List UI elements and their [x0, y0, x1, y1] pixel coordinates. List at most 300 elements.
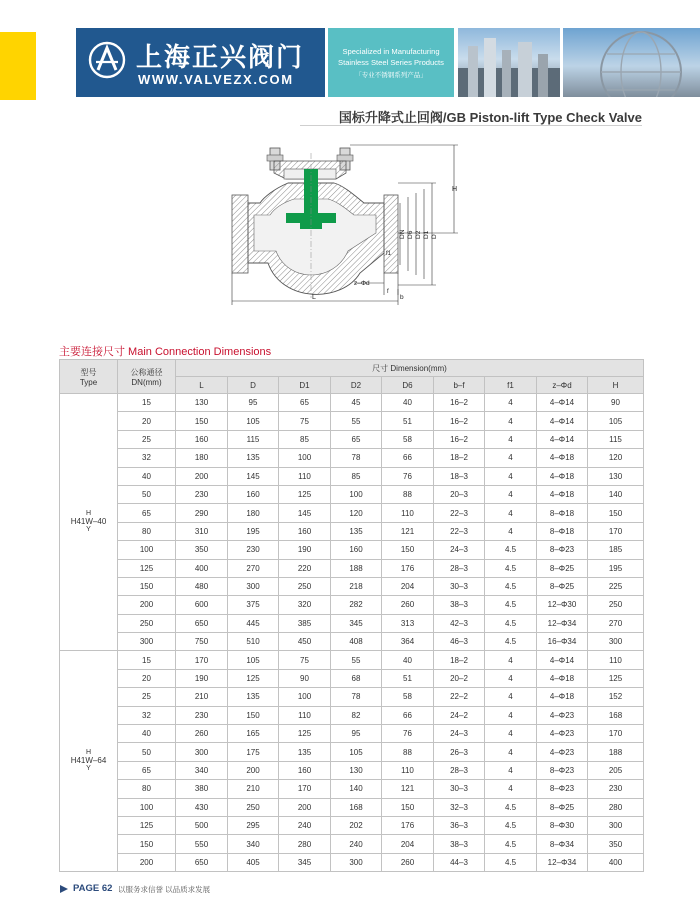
dimension-cell: 195 — [588, 559, 644, 577]
dimension-cell: 4–Φ18 — [537, 485, 588, 503]
dimension-cell: 4 — [485, 780, 537, 798]
dimension-cell: 45 — [331, 394, 382, 412]
table-row — [60, 430, 644, 448]
dimension-cell: 32–3 — [434, 798, 485, 816]
dimension-cell: 115 — [588, 430, 644, 448]
table-row — [60, 651, 644, 669]
column-header: f1 — [485, 377, 537, 394]
dim-label-f: f — [387, 289, 389, 295]
dimension-cell: 160 — [331, 541, 382, 559]
dn-cell: 250 — [118, 614, 176, 632]
dimension-cell: 160 — [176, 430, 228, 448]
dimension-cell: 145 — [279, 504, 331, 522]
dimension-cell: 4.5 — [485, 798, 537, 816]
dimension-cell: 4 — [485, 743, 537, 761]
dimension-cell: 135 — [279, 743, 331, 761]
dimension-cell: 42–3 — [434, 614, 485, 632]
column-header: D2 — [331, 377, 382, 394]
column-header: D1 — [279, 377, 331, 394]
table-row — [60, 798, 644, 816]
dimension-cell: 310 — [176, 522, 228, 540]
dimension-cell: 105 — [228, 412, 279, 430]
dimension-cell: 320 — [279, 596, 331, 614]
dimension-cell: 600 — [176, 596, 228, 614]
dimension-cell: 4 — [485, 522, 537, 540]
dn-cell: 25 — [118, 688, 176, 706]
dimension-cell: 30–3 — [434, 577, 485, 595]
type-model: H41W–40 — [70, 517, 107, 527]
table-row — [60, 761, 644, 779]
type-cell — [60, 651, 118, 872]
dimension-cell: 4 — [485, 485, 537, 503]
dimension-cell: 40 — [382, 651, 434, 669]
dimension-cell: 20–3 — [434, 485, 485, 503]
dimension-cell: 26–3 — [434, 743, 485, 761]
table-row — [60, 504, 644, 522]
dn-cell: 20 — [118, 669, 176, 687]
dimension-cell: 450 — [279, 633, 331, 651]
type-subscript: Y — [86, 526, 91, 534]
dimension-cell: 295 — [228, 816, 279, 834]
dimension-cell: 4 — [485, 412, 537, 430]
dimension-cell: 260 — [382, 596, 434, 614]
dimension-cell: 115 — [228, 430, 279, 448]
dimension-cell: 4.5 — [485, 633, 537, 651]
dimension-cell: 168 — [331, 798, 382, 816]
dimension-cell: 4–Φ18 — [537, 688, 588, 706]
dimension-cell: 385 — [279, 614, 331, 632]
dn-cell: 125 — [118, 559, 176, 577]
dimension-cell: 90 — [588, 394, 644, 412]
dn-cell: 50 — [118, 743, 176, 761]
dimension-cell: 120 — [588, 449, 644, 467]
dimension-cell: 550 — [176, 835, 228, 853]
dimension-cell: 121 — [382, 780, 434, 798]
table-row — [60, 780, 644, 798]
dimension-cell: 22–3 — [434, 504, 485, 522]
table-row — [60, 394, 644, 412]
dimension-cell: 58 — [382, 430, 434, 448]
dimension-cell: 12–Φ34 — [537, 853, 588, 871]
dimension-cell: 75 — [279, 651, 331, 669]
dimension-cell: 150 — [382, 798, 434, 816]
dimension-cell: 16–2 — [434, 412, 485, 430]
table-row — [60, 835, 644, 853]
brand-url: WWW.VALVEZX.COM — [138, 72, 294, 87]
dimension-cell: 110 — [382, 504, 434, 522]
table-row — [60, 412, 644, 430]
dim-label-d2: D2 — [415, 230, 422, 239]
header-type-en: Type — [79, 377, 98, 387]
dimension-cell: 18–3 — [434, 467, 485, 485]
dimension-cell: 230 — [176, 485, 228, 503]
dimension-cell: 4.5 — [485, 816, 537, 834]
pipes-photo-illustration — [458, 28, 560, 97]
dimension-cell: 8–Φ23 — [537, 541, 588, 559]
dimension-cell: 170 — [588, 725, 644, 743]
dimension-cell: 76 — [382, 725, 434, 743]
title-divider — [300, 125, 642, 126]
dimension-cell: 170 — [279, 780, 331, 798]
tagline-en-line2: Stainless Steel Series Products — [338, 58, 444, 67]
dimension-cell: 12–Φ30 — [537, 596, 588, 614]
dimension-cell: 65 — [279, 394, 331, 412]
dn-cell: 15 — [118, 651, 176, 669]
type-superscript: H — [85, 510, 92, 518]
dn-cell: 32 — [118, 706, 176, 724]
dim-label-d: D — [431, 234, 438, 239]
dim-label-dn: DN — [399, 229, 406, 239]
dimension-cell: 16–2 — [434, 394, 485, 412]
dimension-cell: 165 — [228, 725, 279, 743]
dimension-cell: 105 — [331, 743, 382, 761]
dimension-cell: 22–3 — [434, 522, 485, 540]
column-header: D — [228, 377, 279, 394]
dimension-cell: 4 — [485, 651, 537, 669]
type-superscript: H — [85, 749, 92, 757]
dimension-cell: 4 — [485, 669, 537, 687]
dimension-cell: 28–3 — [434, 559, 485, 577]
brand-name-cn: 上海正兴阀门 — [136, 43, 305, 73]
table-row — [60, 449, 644, 467]
column-header: H — [588, 377, 644, 394]
dimension-cell: 145 — [228, 467, 279, 485]
dimension-cell: 300 — [228, 577, 279, 595]
dimension-cell: 4 — [485, 430, 537, 448]
dimension-cell: 260 — [176, 725, 228, 743]
dimension-cell: 4 — [485, 761, 537, 779]
dimension-cell: 350 — [588, 835, 644, 853]
yellow-tab — [0, 32, 36, 100]
dimension-cell: 4.5 — [485, 577, 537, 595]
tagline-block — [328, 28, 454, 97]
dimension-cell: 51 — [382, 669, 434, 687]
dimension-cell: 364 — [382, 633, 434, 651]
dimension-cell: 30–3 — [434, 780, 485, 798]
table-row — [60, 816, 644, 834]
dimension-cell: 8–Φ25 — [537, 798, 588, 816]
dimension-cell: 160 — [279, 522, 331, 540]
dimension-cell: 38–3 — [434, 835, 485, 853]
type-model: H41W–64 — [70, 756, 107, 766]
dimension-cell: 130 — [176, 394, 228, 412]
dimension-cell: 55 — [331, 651, 382, 669]
dimension-cell: 105 — [588, 412, 644, 430]
tagline-cn: 「专业不锈钢系列产品」 — [355, 72, 427, 79]
table-row — [60, 688, 644, 706]
dimension-cell: 46–3 — [434, 633, 485, 651]
dimension-cell: 408 — [331, 633, 382, 651]
dimension-cell: 44–3 — [434, 853, 485, 871]
dim-label-d1: D1 — [423, 230, 430, 239]
dimension-cell: 8–Φ23 — [537, 761, 588, 779]
dimension-cell: 4 — [485, 706, 537, 724]
dimension-cell: 500 — [176, 816, 228, 834]
dimension-cell: 4–Φ14 — [537, 651, 588, 669]
dimension-cell: 480 — [176, 577, 228, 595]
dimension-cell: 85 — [331, 467, 382, 485]
dimension-cell: 150 — [176, 412, 228, 430]
dimension-cell: 180 — [176, 449, 228, 467]
header-type — [60, 360, 118, 394]
table-row — [60, 596, 644, 614]
dimension-cell: 150 — [228, 706, 279, 724]
dimension-cell: 340 — [176, 761, 228, 779]
dimension-cell: 16–Φ34 — [537, 633, 588, 651]
dimension-cell: 8–Φ34 — [537, 835, 588, 853]
dimension-cell: 300 — [176, 743, 228, 761]
dimension-cell: 200 — [176, 467, 228, 485]
dimension-cell: 250 — [279, 577, 331, 595]
dimension-cell: 140 — [331, 780, 382, 798]
page-title: 国标升降式止回阀/GB Piston-lift Type Check Valve — [338, 110, 642, 125]
table-row — [60, 559, 644, 577]
column-header: b–f — [434, 377, 485, 394]
dimension-cell: 280 — [279, 835, 331, 853]
dim-label-d6: D6 — [407, 230, 414, 239]
dimension-cell: 58 — [382, 688, 434, 706]
dn-cell: 32 — [118, 449, 176, 467]
dimension-cell: 240 — [331, 835, 382, 853]
dimension-cell: 400 — [176, 559, 228, 577]
dimension-cell: 65 — [331, 430, 382, 448]
dimension-cell: 218 — [331, 577, 382, 595]
dimension-cell: 88 — [382, 485, 434, 503]
dimension-cell: 4.5 — [485, 596, 537, 614]
dimension-cell: 88 — [382, 743, 434, 761]
dimension-cell: 4 — [485, 725, 537, 743]
dn-cell: 40 — [118, 725, 176, 743]
globe-photo-illustration — [563, 28, 700, 97]
dimension-cell: 300 — [331, 853, 382, 871]
dimension-cell: 105 — [228, 651, 279, 669]
dimension-cell: 18–2 — [434, 449, 485, 467]
dimension-cell: 82 — [331, 706, 382, 724]
dimension-cell: 176 — [382, 559, 434, 577]
column-header: D6 — [382, 377, 434, 394]
dimension-cell: 110 — [382, 761, 434, 779]
section-heading: 主要连接尺寸 Main Connection Dimensions — [59, 346, 272, 358]
table-row — [60, 577, 644, 595]
dimension-cell: 270 — [228, 559, 279, 577]
dimension-cell: 313 — [382, 614, 434, 632]
dimension-cell: 225 — [588, 577, 644, 595]
dimension-cell: 125 — [279, 725, 331, 743]
dimension-cell: 38–3 — [434, 596, 485, 614]
dim-label-b: b — [400, 294, 404, 301]
dimension-cell: 110 — [279, 467, 331, 485]
table-row — [60, 706, 644, 724]
column-header: z–Φd — [537, 377, 588, 394]
dimension-cell: 18–2 — [434, 651, 485, 669]
dimension-cell: 195 — [228, 522, 279, 540]
dimension-cell: 24–3 — [434, 725, 485, 743]
dimension-cell: 8–Φ30 — [537, 816, 588, 834]
dimension-cell: 110 — [279, 706, 331, 724]
dimension-cell: 375 — [228, 596, 279, 614]
dimension-cell: 55 — [331, 412, 382, 430]
dimension-cell: 125 — [279, 485, 331, 503]
brand-logo-block — [76, 28, 325, 97]
dn-cell: 40 — [118, 467, 176, 485]
dimension-cell: 4–Φ23 — [537, 725, 588, 743]
dimension-cell: 405 — [228, 853, 279, 871]
dimension-cell: 200 — [228, 761, 279, 779]
dimension-cell: 4.5 — [485, 835, 537, 853]
dimension-cell: 230 — [176, 706, 228, 724]
dimension-cell: 202 — [331, 816, 382, 834]
header-dimension-group: 尺寸 Dimension(mm) — [176, 360, 644, 377]
dimension-cell: 270 — [588, 614, 644, 632]
dimension-cell: 66 — [382, 706, 434, 724]
dn-cell: 150 — [118, 577, 176, 595]
dimension-cell: 345 — [279, 853, 331, 871]
dimension-cell: 170 — [588, 522, 644, 540]
dimension-cell: 4 — [485, 449, 537, 467]
table-row — [60, 467, 644, 485]
table-row — [60, 614, 644, 632]
dimension-cell: 135 — [331, 522, 382, 540]
valve-section-drawing — [224, 133, 470, 313]
dimension-cell: 4.5 — [485, 614, 537, 632]
header-photo-pipes — [458, 28, 560, 97]
dimension-cell: 68 — [331, 669, 382, 687]
dimension-cell: 188 — [588, 743, 644, 761]
dimension-cell: 220 — [279, 559, 331, 577]
table-row — [60, 669, 644, 687]
dimension-cell: 300 — [588, 816, 644, 834]
dn-cell: 300 — [118, 633, 176, 651]
table-row — [60, 725, 644, 743]
dimension-cell: 750 — [176, 633, 228, 651]
dn-cell: 100 — [118, 798, 176, 816]
dimension-cell: 78 — [331, 688, 382, 706]
header-photo-globe — [563, 28, 700, 97]
dimension-cell: 66 — [382, 449, 434, 467]
dimension-cell: 380 — [176, 780, 228, 798]
table-row — [60, 522, 644, 540]
dimension-cell: 280 — [588, 798, 644, 816]
dimension-cell: 4–Φ18 — [537, 669, 588, 687]
type-cell — [60, 394, 118, 651]
dimension-cell: 185 — [588, 541, 644, 559]
dimension-cell: 260 — [382, 853, 434, 871]
dimension-cell: 204 — [382, 835, 434, 853]
dimension-cell: 400 — [588, 853, 644, 871]
dimension-cell: 4 — [485, 467, 537, 485]
dn-cell: 15 — [118, 394, 176, 412]
dimension-cell: 204 — [382, 577, 434, 595]
dimension-cell: 445 — [228, 614, 279, 632]
dimension-cell: 135 — [228, 449, 279, 467]
dimension-cell: 340 — [228, 835, 279, 853]
dimension-cell: 152 — [588, 688, 644, 706]
dimension-cell: 125 — [228, 669, 279, 687]
dimension-cell: 100 — [279, 688, 331, 706]
dimension-cell: 24–2 — [434, 706, 485, 724]
page-arrow-icon — [59, 884, 69, 894]
dimension-cell: 130 — [331, 761, 382, 779]
dim-label-h: H — [452, 186, 458, 193]
dimension-cell: 180 — [228, 504, 279, 522]
dimension-cell: 4–Φ23 — [537, 743, 588, 761]
dn-cell: 200 — [118, 853, 176, 871]
dn-cell: 80 — [118, 780, 176, 798]
dimension-cell: 230 — [588, 780, 644, 798]
dimension-cell: 120 — [331, 504, 382, 522]
dimension-cell: 176 — [382, 816, 434, 834]
dim-label-l: L — [312, 294, 316, 301]
dimension-cell: 230 — [228, 541, 279, 559]
dimension-cell: 190 — [176, 669, 228, 687]
dn-cell: 65 — [118, 761, 176, 779]
dimension-cell: 4.5 — [485, 853, 537, 871]
dimension-cell: 650 — [176, 853, 228, 871]
dimension-cell: 135 — [228, 688, 279, 706]
dimension-cell: 78 — [331, 449, 382, 467]
dimension-cell: 150 — [382, 541, 434, 559]
dimension-cell: 76 — [382, 467, 434, 485]
dimension-cell: 8–Φ25 — [537, 559, 588, 577]
dimension-cell: 210 — [228, 780, 279, 798]
dimension-cell: 51 — [382, 412, 434, 430]
dimension-cell: 28–3 — [434, 761, 485, 779]
dimension-cell: 170 — [176, 651, 228, 669]
dimension-cell: 650 — [176, 614, 228, 632]
dimension-cell: 160 — [228, 485, 279, 503]
dn-cell: 80 — [118, 522, 176, 540]
dn-cell: 125 — [118, 816, 176, 834]
dimension-cell: 20–2 — [434, 669, 485, 687]
dimension-cell: 510 — [228, 633, 279, 651]
brand-mark-icon — [88, 40, 126, 80]
dimension-cell: 350 — [176, 541, 228, 559]
dimension-cell: 40 — [382, 394, 434, 412]
dimension-cell: 12–Φ34 — [537, 614, 588, 632]
dimension-cell: 95 — [331, 725, 382, 743]
dimension-cell: 4–Φ14 — [537, 430, 588, 448]
dimension-cell: 345 — [331, 614, 382, 632]
dim-label-f1: f1 — [386, 251, 392, 257]
dimension-cell: 282 — [331, 596, 382, 614]
type-subscript: Y — [86, 765, 91, 773]
dimension-cell: 100 — [279, 449, 331, 467]
dimension-cell: 210 — [176, 688, 228, 706]
dimension-cell: 300 — [588, 633, 644, 651]
dimension-cell: 175 — [228, 743, 279, 761]
table-row — [60, 541, 644, 559]
dn-cell: 20 — [118, 412, 176, 430]
footer-slogan: 以服务求信誉 以品质求发展 — [118, 885, 211, 894]
dimension-cell: 250 — [588, 596, 644, 614]
dimension-cell: 240 — [279, 816, 331, 834]
header-dn — [118, 360, 176, 394]
dimension-cell: 200 — [279, 798, 331, 816]
dimension-cell: 4 — [485, 504, 537, 522]
dimension-cell: 36–3 — [434, 816, 485, 834]
dimension-cell: 125 — [588, 669, 644, 687]
dimension-cell: 110 — [588, 651, 644, 669]
dn-cell: 65 — [118, 504, 176, 522]
dn-cell: 150 — [118, 835, 176, 853]
dimension-cell: 4 — [485, 688, 537, 706]
table-row — [60, 485, 644, 503]
dimension-cell: 8–Φ25 — [537, 577, 588, 595]
dimension-cell: 8–Φ18 — [537, 504, 588, 522]
dimension-cell: 140 — [588, 485, 644, 503]
dimension-cell: 250 — [228, 798, 279, 816]
dimension-cell: 22–2 — [434, 688, 485, 706]
